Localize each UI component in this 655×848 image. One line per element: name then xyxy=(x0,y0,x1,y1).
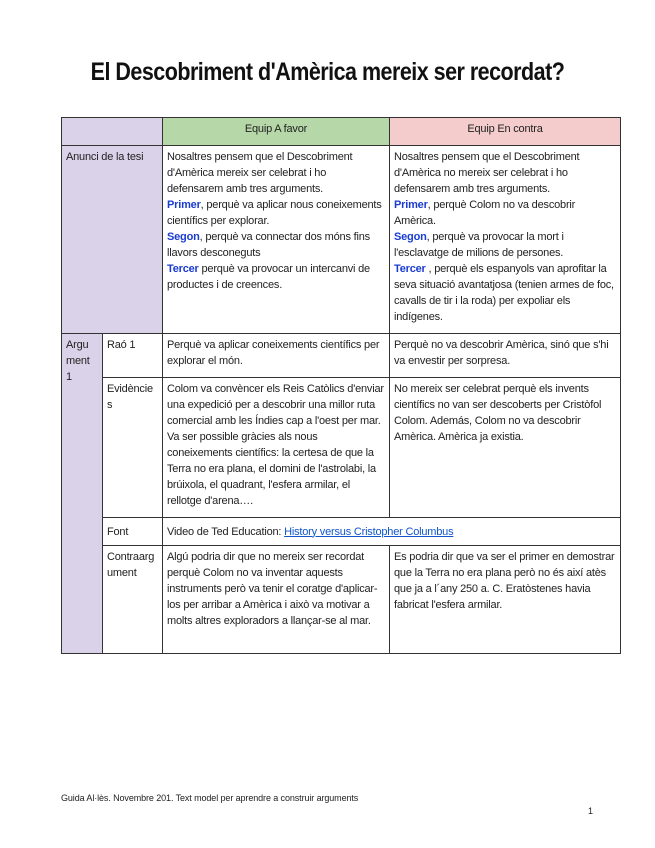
page-footer: Guida Al·lès. Novembre 201. Text model per aprendre a construir arguments xyxy=(61,793,359,803)
reason-row xyxy=(62,334,621,378)
thesis-b-intro: Nosaltres pensem que el Descobriment d'Amèrica no mereix ser celebrat i ho defensarem amb tres arguments. xyxy=(394,151,580,195)
evidence-label: Evidèncie s xyxy=(103,378,163,518)
page-number: 1 xyxy=(588,806,594,816)
thesis-b-first: , perquè Colom no va descobrir Amèrica. xyxy=(394,199,576,227)
source-row xyxy=(62,518,621,546)
source-label: Font xyxy=(103,518,163,546)
thesis-b-third-keyword: Tercer xyxy=(394,263,426,275)
thesis-row xyxy=(62,146,621,334)
counterargument-team-b: Es podria dir que va ser el primer en demostrar que la Terra no era plana però no és així atès que ja a l´any 250 a. C. Eratòstenes havia fabricat l'esfera armilar. xyxy=(390,546,621,654)
thesis-a-intro: Nosaltres pensem que el Descobriment d'Amèrica mereix ser celebrat i ho defensarem amb tres arguments. xyxy=(167,151,353,195)
thesis-a-second-keyword: Segon xyxy=(167,231,200,243)
counterargument-row xyxy=(62,546,621,654)
counterargument-label: Contraarg ument xyxy=(103,546,163,654)
thesis-a-third-keyword: Tercer xyxy=(167,263,199,275)
thesis-a-third: perquè va provocar un intercanvi de productes i de creences. xyxy=(167,263,370,291)
counterargument-team-a: Algú podria dir que no mereix ser recordat perquè Colom no va inventar aquests instruments però va tenir el coratge d'aplicar-los per arribar a Amèrica i això va motivar a molts altres exploradors a llançar-se al mar. xyxy=(163,546,390,654)
thesis-team-a xyxy=(163,146,390,334)
evidence-row xyxy=(62,378,621,518)
reason-team-a: Perquè va aplicar coneixements científics per explorar el món. xyxy=(163,334,390,378)
thesis-a-second: , perquè va connectar dos móns fins llavors desconeguts xyxy=(167,231,370,259)
team-b-header: Equip En contra xyxy=(390,118,621,146)
source-link[interactable]: History versus Cristopher Columbus xyxy=(284,525,454,538)
debate-table xyxy=(61,117,621,654)
thesis-b-third: , perquè els espanyols van aprofitar la seva situació avantatjosa (tenien armes de foc, cavalls de tir i la roda) per expoliar els indígenes. xyxy=(394,263,614,323)
thesis-label: Anunci de la tesi xyxy=(62,146,163,334)
reason-label: Raó 1 xyxy=(103,334,163,378)
argument-label: Argu ment 1 xyxy=(62,334,103,654)
thesis-a-first-keyword: Primer xyxy=(167,199,201,211)
header-row xyxy=(62,118,621,146)
thesis-team-b xyxy=(390,146,621,334)
header-corner-cell xyxy=(62,118,163,146)
thesis-b-second: , perquè va provocar la mort i l'esclavatge de milions de persones. xyxy=(394,231,564,259)
evidence-team-b: No mereix ser celebrat perquè els invents científics no van ser descoberts per Cristòfol Colom. Además, Colom no va descobrir Amèrica. Amèrica ja existia. xyxy=(390,378,621,518)
thesis-a-first: , perquè va aplicar nous coneixements científics per explorar. xyxy=(167,199,382,227)
thesis-b-first-keyword: Primer xyxy=(394,199,428,211)
evidence-team-a: Colom va convèncer els Reis Catòlics d'enviar una expedició per a descobrir una millor ruta comercial amb les Índies cap a l'oest per mar. Va ser possible gràcies als nous coneixements científics: la certesa de que la Terra no era plana, el domini de l'astrolabi, la brúixola, el quadrant, l'esfera armilar, el rellotge d'arena…. xyxy=(163,378,390,518)
page-title: El Descobriment d'Amèrica mereix ser recordat? xyxy=(90,58,565,86)
source-cell xyxy=(163,518,621,546)
reason-team-b: Perquè no va descobrir Amèrica, sinó que s'hi va envestir per sorpresa. xyxy=(390,334,621,378)
source-prefix: Video de Ted Education: xyxy=(167,525,285,538)
thesis-b-second-keyword: Segon xyxy=(394,231,427,243)
team-a-header: Equip A favor xyxy=(163,118,390,146)
